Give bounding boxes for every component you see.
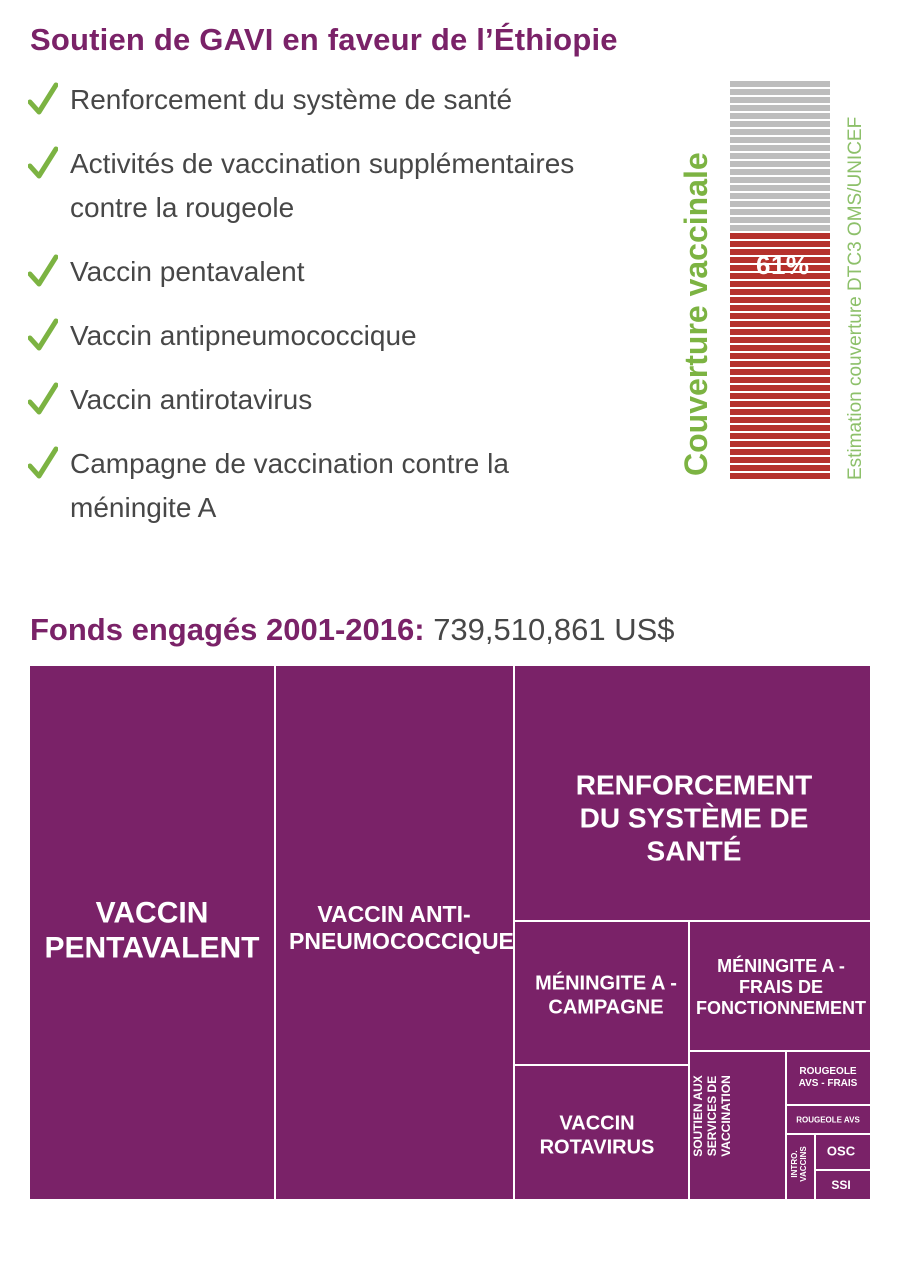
checkmark-icon [28,446,58,480]
gauge-stripe-filled [730,457,830,463]
gauge-stripe-empty [730,145,830,151]
gauge-stripe-empty [730,185,830,191]
coverage-source: Estimation couverture DTC3 OMS/UNICEF [845,116,866,480]
gauge-stripe-filled [730,345,830,351]
label-rougeole-frais: ROUGEOLE AVS - FRAIS [798,1066,858,1089]
gauge-stripe-filled [730,425,830,431]
gauge-stripe-filled [730,465,830,471]
checkmark-icon [28,382,58,416]
page-title: Soutien de GAVI en faveur de l’Éthiopie [30,22,618,57]
gauge-stripe-filled [730,449,830,455]
gauge-stripe-empty [730,177,830,183]
list-item [28,78,628,122]
label-meningite-campagne: MÉNINGITE A - CAMPAGNE [535,972,677,1018]
gauge-stripe-filled [730,281,830,287]
gauge-stripe-empty [730,225,830,231]
gauge-stripe-filled [730,289,830,295]
gauge-stripe-filled [730,433,830,439]
list-item [28,378,628,422]
gauge-stripe-empty [730,201,830,207]
list-item [28,142,628,230]
gauge-stripe-empty [730,121,830,127]
coverage-title: Couverture vaccinale [678,152,714,476]
coverage-gauge [730,81,830,481]
gauge-stripe-filled [730,297,830,303]
list-item-label: Vaccin antipneumococcique [70,320,417,351]
gauge-stripe-filled [730,473,830,479]
label-pneumococcique: VACCIN ANTI-PNEUMOCOCCIQUE [289,900,514,954]
gauge-stripe-filled [730,329,830,335]
treemap-chart [30,666,870,1199]
gauge-stripe-filled [730,417,830,423]
list-item-label: Vaccin antirotavirus [70,384,313,415]
gauge-stripe-filled [730,233,830,239]
label-pentavalent: VACCIN PENTAVALENT [44,896,260,965]
gauge-stripe-filled [730,369,830,375]
funds-heading [30,612,675,648]
gauge-stripe-filled [730,393,830,399]
label-rougeole-avs: ROUGEOLE AVS [796,1115,860,1125]
gauge-stripe-filled [730,353,830,359]
gauge-stripe-empty [730,89,830,95]
funds-amount: 739,510,861 US$ [433,612,675,647]
gauge-stripe-empty [730,137,830,143]
gauge-stripe-empty [730,105,830,111]
label-osc: OSC [826,1143,856,1159]
checkmark-icon [28,318,58,352]
gauge-stripe-filled [730,409,830,415]
gauge-stripe-empty [730,169,830,175]
list-item [28,442,628,530]
gauge-stripe-filled [730,313,830,319]
label-rss: RENFORCEMENT DU SYSTÈME DE SANTÉ [575,769,813,867]
gauge-stripe-empty [730,209,830,215]
list-item-label: Activités de vaccination supplémentaires contre la rougeole [70,148,575,223]
list-item [28,314,628,358]
gauge-stripe-filled [730,305,830,311]
list-item-label: Vaccin pentavalent [70,256,305,287]
gauge-stripe-empty [730,193,830,199]
gauge-stripe-empty [730,153,830,159]
gauge-stripe-filled [730,361,830,367]
gauge-stripe-filled [730,401,830,407]
list-item-label: Campagne de vaccination contre la méningite A [70,448,509,523]
coverage-value-label: 61% [756,250,810,280]
gauge-stripe-empty [730,113,830,119]
gauge-stripe-filled [730,377,830,383]
list-item-label: Renforcement du système de santé [70,84,513,115]
gauge-stripe-empty [730,97,830,103]
gauge-stripe-filled [730,337,830,343]
checkmark-icon [28,82,58,116]
label-intro-vaccins: INTRO. VACCINS [790,1146,809,1182]
gauge-stripe-filled [730,321,830,327]
gauge-stripe-empty [730,129,830,135]
checkmark-icon [28,146,58,180]
label-meningite-frais: MÉNINGITE A - FRAIS DE FONCTIONNEMENT [696,956,866,1019]
support-list [28,78,628,550]
label-ssi: SSI [831,1177,851,1192]
gauge-stripe-filled [730,441,830,447]
gauge-stripe-empty [730,217,830,223]
checkmark-icon [28,254,58,288]
gauge-stripe-filled [730,385,830,391]
list-item [28,250,628,294]
gauge-stripe-filled [730,241,830,247]
label-soutien-services: SOUTIEN AUX SERVICES DE VACCINATION [691,1075,733,1157]
gauge-stripe-empty [730,161,830,167]
label-rotavirus: VACCIN ROTAVIRUS [539,1112,655,1158]
funds-label: Fonds engagés 2001-2016: [30,612,425,647]
gauge-stripe-empty [730,81,830,87]
